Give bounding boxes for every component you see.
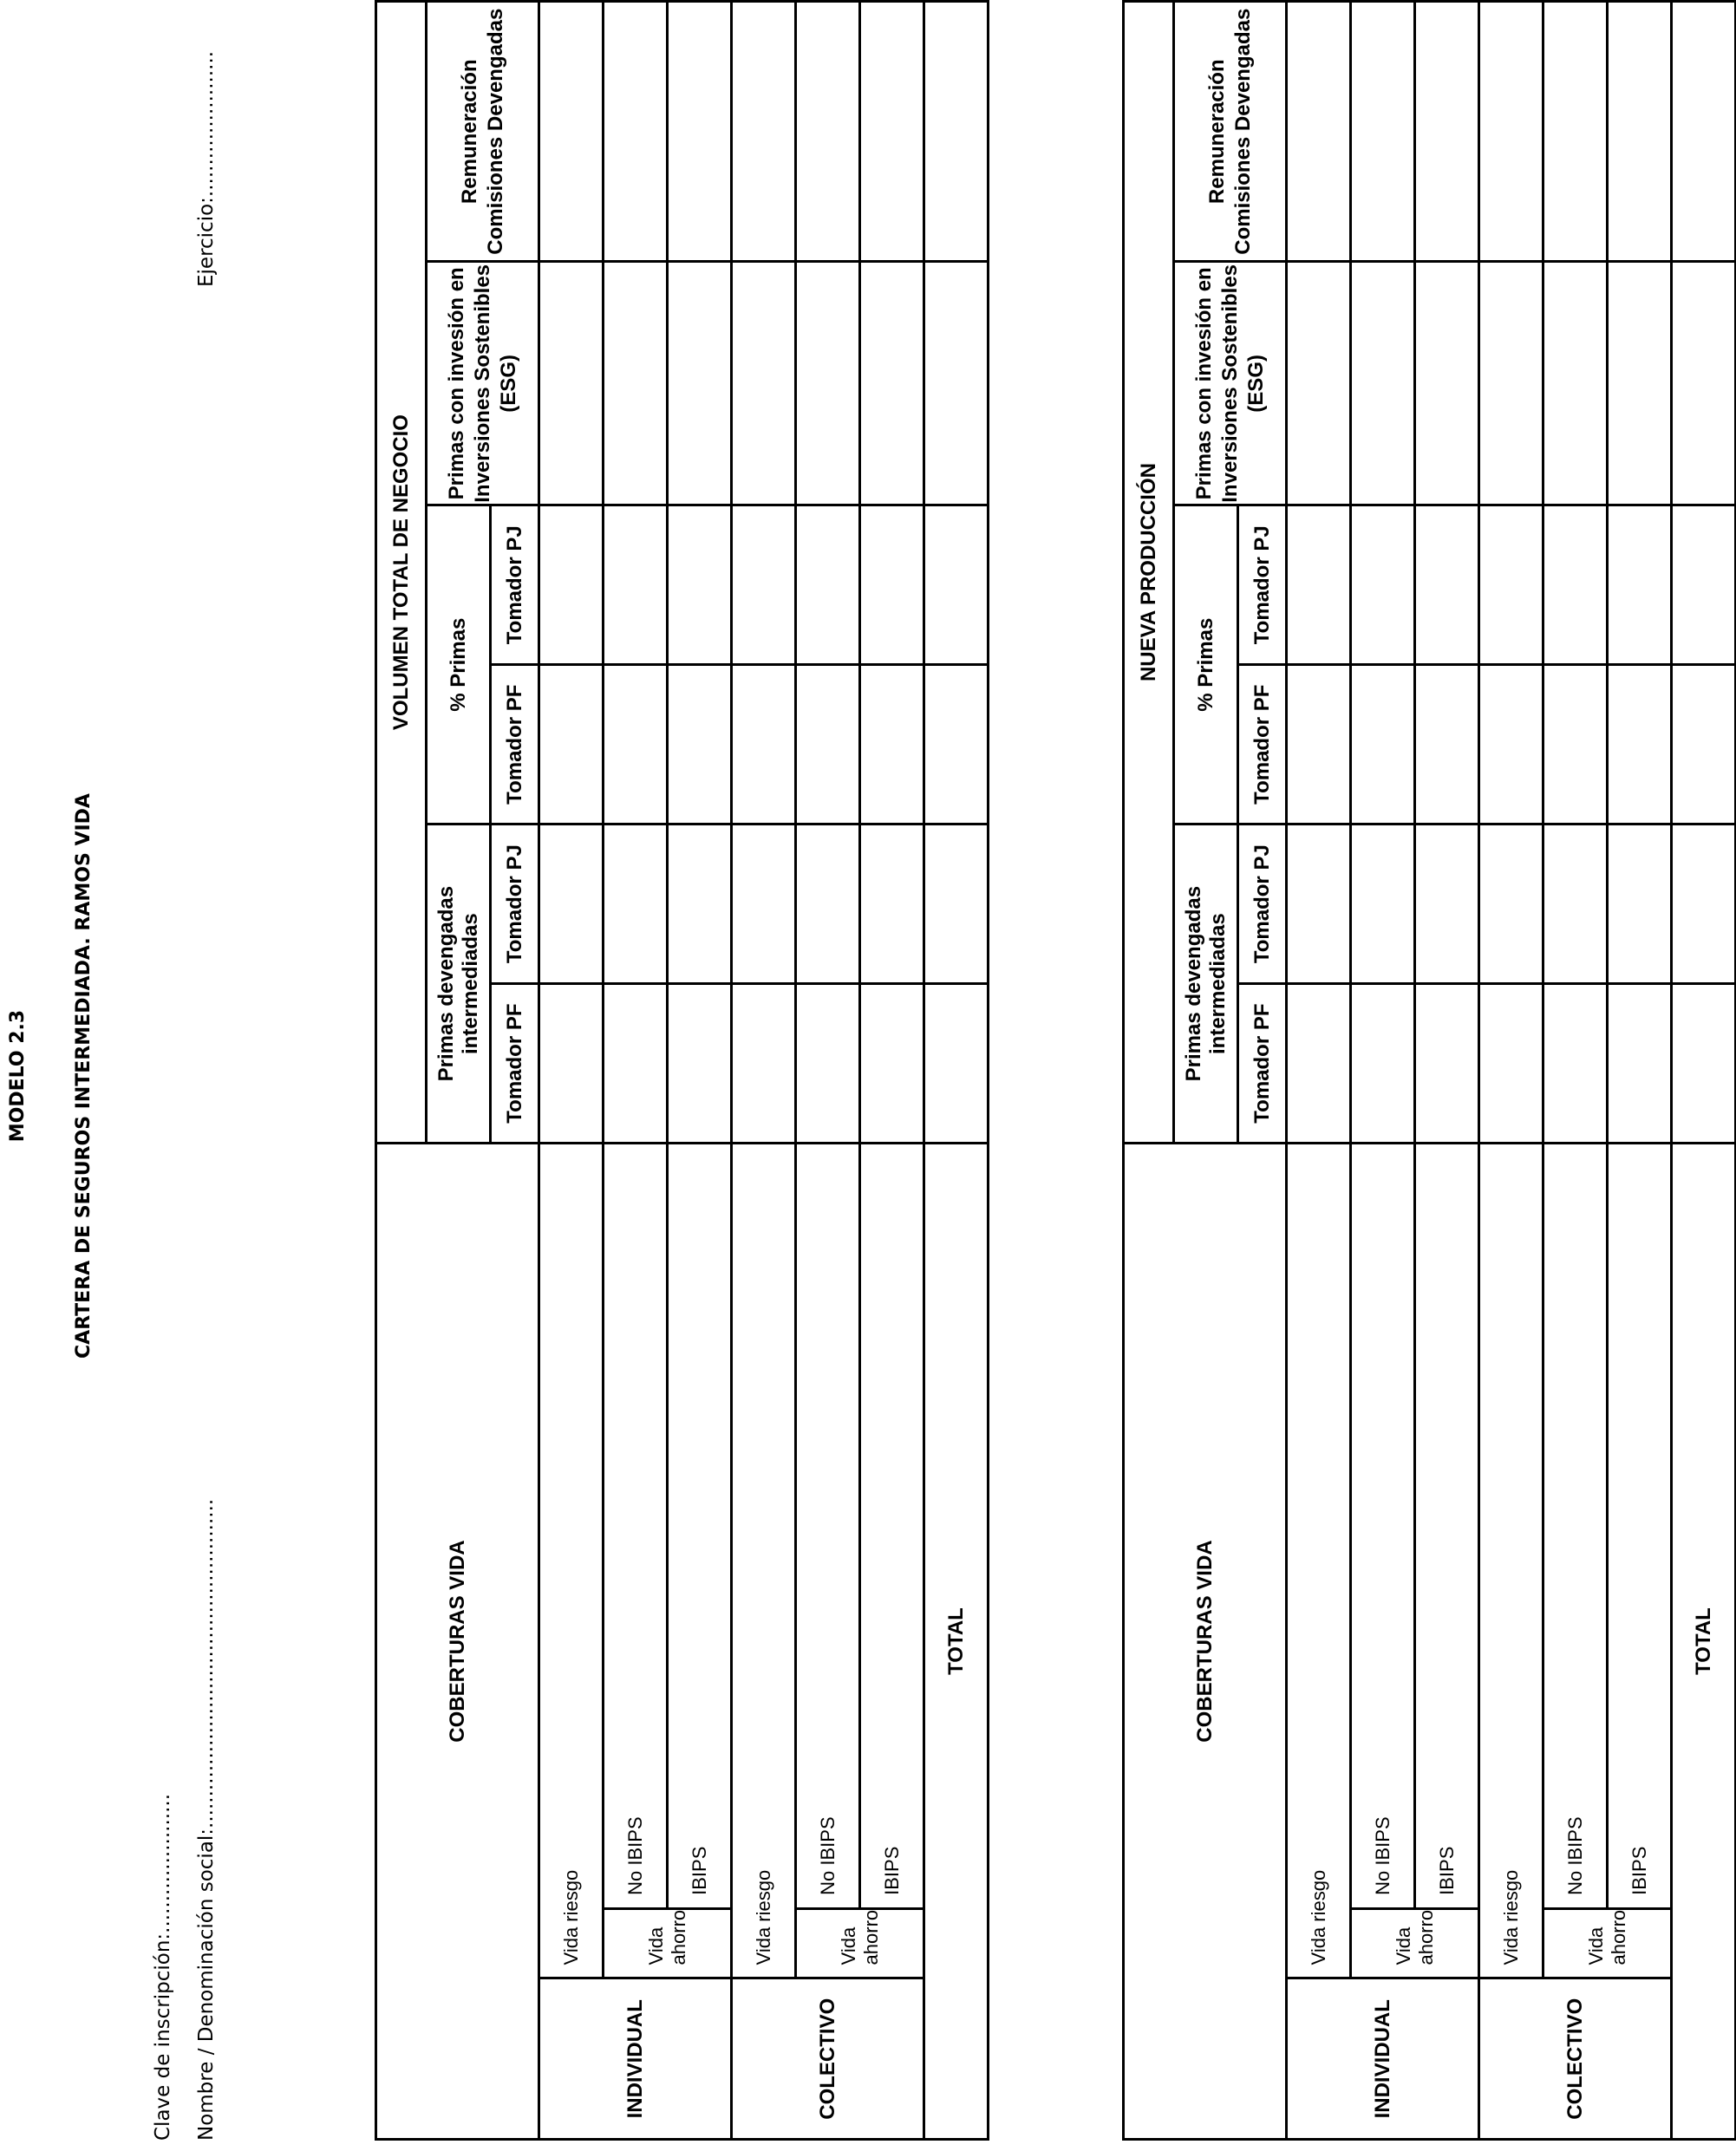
vida-riesgo-label: Vida riesgo [1287,1144,1351,1978]
table-cell[interactable] [924,505,989,665]
table-cell[interactable] [604,505,668,665]
table-cell[interactable] [1351,665,1415,825]
ejercicio-field[interactable] [195,51,218,287]
table-cell[interactable] [1543,665,1608,825]
table-cell[interactable] [924,2,989,262]
table-cell[interactable] [668,665,732,825]
vida-ahorro-label: Vida ahorro [1351,1908,1479,1978]
table-cell[interactable] [539,262,604,505]
table-cell[interactable] [1608,2,1672,262]
table-cell[interactable] [1543,2,1608,262]
ibips-label: IBIPS [1608,1144,1672,1909]
table-cell[interactable] [732,984,796,1144]
table-cell[interactable] [1351,505,1415,665]
table-cell[interactable] [1479,2,1543,262]
table-cell[interactable] [668,505,732,665]
table-cell[interactable] [1608,825,1672,984]
vida-riesgo-label: Vida riesgo [732,1144,796,1978]
table-cell[interactable] [668,825,732,984]
table-cell[interactable] [924,262,989,505]
table-cell[interactable] [924,825,989,984]
table-cell[interactable] [539,2,604,262]
table-cell[interactable] [604,2,668,262]
table-cell[interactable] [604,984,668,1144]
tomador-pf-header: Tomador PF [1238,665,1287,825]
table-cell[interactable] [796,984,860,1144]
table-cell[interactable] [1672,984,1736,1144]
table-cell[interactable] [539,505,604,665]
table-cell[interactable] [732,262,796,505]
model-number: MODELO 2.3 [7,1009,29,1143]
no-ibips-label: No IBIPS [1351,1144,1415,1909]
table-cell[interactable] [1351,262,1415,505]
table-cell[interactable] [604,825,668,984]
no-ibips-label: No IBIPS [604,1144,668,1909]
nueva-produccion-table [1122,0,1736,2141]
individual-group-label: INDIVIDUAL [539,1978,732,2140]
table-cell[interactable] [796,825,860,984]
table-cell[interactable] [796,2,860,262]
table-cell[interactable] [539,665,604,825]
table-cell[interactable] [1543,984,1608,1144]
primas-devengadas-header: Primas devengadas intermediadas [427,825,491,1144]
table-cell[interactable] [924,665,989,825]
colectivo-group-label: COLECTIVO [1479,1978,1672,2140]
table-cell[interactable] [1543,262,1608,505]
table-cell[interactable] [1351,2,1415,262]
tomador-pf-header: Tomador PF [491,665,539,825]
table-cell[interactable] [732,2,796,262]
table-cell[interactable] [1608,505,1672,665]
tomador-pf-header: Tomador PF [491,984,539,1144]
vida-ahorro-label: Vida ahorro [604,1908,732,1978]
table-cell[interactable] [732,505,796,665]
table-cell[interactable] [1479,665,1543,825]
denominacion-social-label: Nombre / Denominación social: [195,1828,218,2141]
table-cell[interactable] [1287,984,1351,1144]
table-cell[interactable] [860,984,924,1144]
table-cell[interactable] [860,2,924,262]
table-cell[interactable] [1415,505,1479,665]
coberturas-vida-header: COBERTURAS VIDA [376,1144,539,2140]
ibips-label: IBIPS [1415,1144,1479,1909]
table-cell[interactable] [1608,665,1672,825]
vida-ahorro-label: Vida ahorro [796,1908,924,1978]
table-cell[interactable] [1415,2,1479,262]
table-title: VOLUMEN TOTAL DE NEGOCIO [376,2,427,1144]
vida-ahorro-label: Vida ahorro [1543,1908,1672,1978]
table-cell[interactable] [1415,984,1479,1144]
table-cell[interactable] [1543,825,1608,984]
vida-riesgo-label: Vida riesgo [1479,1144,1543,1978]
ibips-label: IBIPS [668,1144,732,1909]
clave-inscripcion-field[interactable] [152,1794,174,2141]
tomador-pf-header: Tomador PF [1238,984,1287,1144]
primas-devengadas-header: Primas devengadas intermediadas [1174,825,1238,1144]
table-cell[interactable] [860,505,924,665]
no-ibips-label: No IBIPS [796,1144,860,1909]
table-cell[interactable] [1479,825,1543,984]
total-row-label: TOTAL [1672,1144,1736,2140]
pct-primas-header: % Primas [427,505,491,825]
table-cell[interactable] [732,665,796,825]
no-ibips-label: No IBIPS [1543,1144,1608,1909]
table-cell[interactable] [668,262,732,505]
pct-primas-header: % Primas [1174,505,1238,825]
table-cell[interactable] [604,665,668,825]
table-cell[interactable] [1672,2,1736,262]
table-cell[interactable] [1287,262,1351,505]
tomador-pj-header: Tomador PJ [491,505,539,665]
table-cell[interactable] [1287,505,1351,665]
primas-esg-header: Primas con invesión en Inversiones Sostenibles (ESG) [427,262,539,505]
table-cell[interactable] [732,825,796,984]
table-cell[interactable] [1351,984,1415,1144]
colectivo-group-label: COLECTIVO [732,1978,924,2140]
denominacion-social-field[interactable] [195,1499,218,2141]
table-title: NUEVA PRODUCCIÓN [1124,2,1174,1144]
table-cell[interactable] [1672,825,1736,984]
table-cell[interactable] [860,665,924,825]
table-cell[interactable] [1479,984,1543,1144]
table-cell[interactable] [539,825,604,984]
vida-riesgo-label: Vida riesgo [539,1144,604,1978]
clave-inscripcion-dots: ...................... [152,1794,174,1933]
table-cell[interactable] [1543,505,1608,665]
table-cell[interactable] [1287,825,1351,984]
table-cell[interactable] [924,984,989,1144]
table-cell[interactable] [796,262,860,505]
table-cell[interactable] [1415,665,1479,825]
table-cell[interactable] [796,665,860,825]
individual-group-label: INDIVIDUAL [1287,1978,1479,2140]
table-cell[interactable] [1287,665,1351,825]
denominacion-social-dots: .................................................... [195,1498,218,1828]
table-cell[interactable] [1608,984,1672,1144]
ejercicio-dots: ....................... [195,50,218,198]
table-cell[interactable] [1672,505,1736,665]
document-title: CARTERA DE SEGUROS INTERMEDIADA. RAMOS VIDA [73,793,95,1359]
table-cell[interactable] [860,825,924,984]
table-cell[interactable] [1479,262,1543,505]
table-cell[interactable] [1479,505,1543,665]
table-cell[interactable] [1608,262,1672,505]
table-cell[interactable] [1351,825,1415,984]
primas-esg-header: Primas con invesión en Inversiones Sostenibles (ESG) [1174,262,1287,505]
table-cell[interactable] [1672,262,1736,505]
table-cell[interactable] [1287,2,1351,262]
remuneracion-comisiones-header: Remuneración Comisiones Devengadas [1174,2,1287,262]
table-cell[interactable] [1415,825,1479,984]
total-row-label: TOTAL [924,1144,989,2140]
table-cell[interactable] [860,262,924,505]
table-cell[interactable] [539,984,604,1144]
volumen-total-negocio-table [375,0,989,2141]
table-cell[interactable] [796,505,860,665]
table-cell[interactable] [668,984,732,1144]
table-cell[interactable] [604,262,668,505]
remuneracion-comisiones-header: Remuneración Comisiones Devengadas [427,2,539,262]
table-cell[interactable] [668,2,732,262]
ejercicio-label: Ejercicio: [195,197,218,287]
tomador-pj-header: Tomador PJ [1238,505,1287,665]
clave-inscripcion-label: Clave de inscripción: [152,1933,174,2141]
tomador-pj-header: Tomador PJ [1238,825,1287,984]
ibips-label: IBIPS [860,1144,924,1909]
coberturas-vida-header: COBERTURAS VIDA [1124,1144,1287,2140]
table-cell[interactable] [1415,262,1479,505]
table-cell[interactable] [1672,665,1736,825]
tomador-pj-header: Tomador PJ [491,825,539,984]
